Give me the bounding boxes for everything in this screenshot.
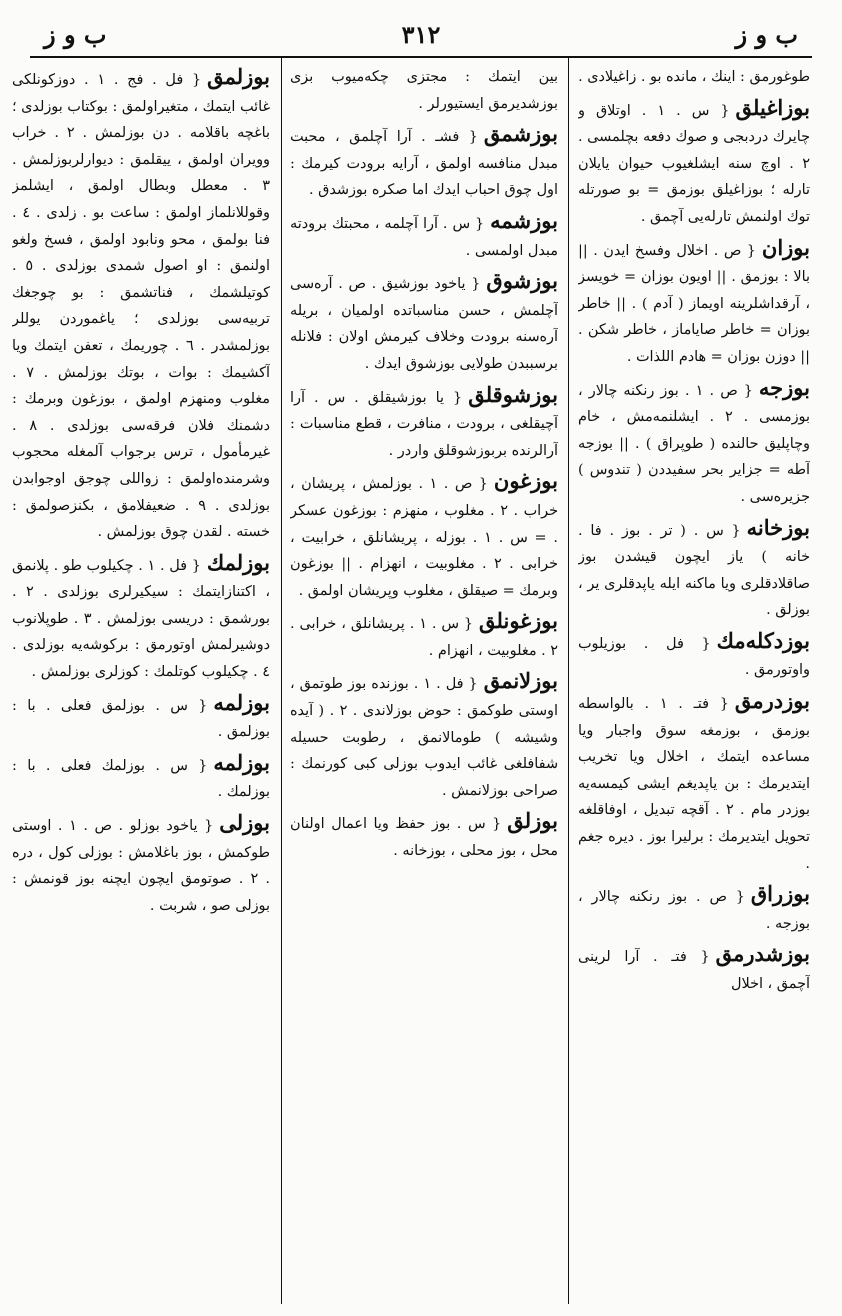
entry-headword: بوزان (761, 234, 810, 260)
entry-headword: بوزشوقلق (468, 381, 558, 407)
entry-definition: { ص . ١ . بوزلمش ، پريشان ، خراب . ٢ . مغلوب ، منهزم : بوزغون عسكر . = س . ١ . بوزله ، پريشانلق ، خرابيت ، خرابى . ٢ . مغلوبيت ، انهزام . || بوزغون وبرمك = صيقلق ، مغلوب وپريشان اولمق . (290, 476, 558, 599)
entry-headword: بوزشمه (490, 207, 558, 233)
dictionary-entry (12, 550, 270, 686)
entry-headword: بوزشوق (486, 268, 558, 294)
dictionary-entry (578, 235, 810, 371)
entry-headword: بوزلمه (213, 749, 270, 775)
dictionary-entry (578, 941, 810, 997)
entry-headword: بوزشمق (483, 121, 558, 147)
entry-headword: بوزغونلق (479, 608, 558, 634)
dictionary-entry (290, 808, 558, 864)
entry-definition: { ياخود بوزشيق . ص . آرەسى آچلمش ، حسن مناسباتده اولميان ، بريله آرەسنه برودت وخلاف كيرمش اولان : فلانله برسببدن طولايى بوزشوق ايدك . (290, 276, 558, 372)
entry-definition: { س . ( تر . بوز . فا . خانه ) ياز ايچون قيشدن بوز صاقلادقلرى ويا ماكنه ايله ياپدقلرى ير ، بوزلق . (578, 522, 810, 619)
dictionary-entry (578, 375, 810, 511)
entry-definition: { فل . بوزيلوب واوتورمق . (578, 635, 810, 679)
entry-definition: { ياخود بوزلو . ص . ١ . اوستى طوكمش ، بوز باغلامش : بوزلى كول ، دره . ٢ . صوتومق ايچون ايچنه بوز قونمش : بوزلى صو ، شربت . (12, 818, 270, 914)
dictionary-entry (12, 750, 270, 806)
entry-headword: بوزشدرمق (715, 941, 810, 967)
column-divider (568, 58, 569, 1304)
entry-definition: { س . بوزلمق فعلى . با : بوزلمق . (12, 697, 270, 741)
entry-headword: بوزدرمق (734, 688, 810, 714)
dictionary-entry (12, 690, 270, 746)
entry-definition: { فل . فج . ١ . دوزكونلكى غائب ايتمك ، متغيراولمق : بوكتاب بوزلدى ؛ باغچه باقلامه . دن بوزلمش . ٢ . خراب وويران اولمق ، ييقلمق : ديوارلربوزلمش . ٣ . معطل وبطال اولمق ، ايشلمز وقوللانلماز اولمق : ساعت بو . زلدى . ٤ . فنا بولمق ، محو ونابود اولمق ، فسخ ولغو اولنمق : او اصول شمدى بوزلدى . ٥ . كوتيلشمك ، فناتشمق : بو چوجغك تربيەسى بوزلدى ؛ ياغموردن يوللر بوزلمشدر . ٦ . چوريمك ، تعفن ايتمك ويا آكشيمك : بوات ، بوتك بوزلمش . ٧ . مغلوب ومنهزم اولمق ، بوزغون وبرمك : دشمنك فلان فرقەسى بوزلدى . ٨ . غيرمأمول ، ترس برجواب آلمغله محجوب وشرمندەاولمق : زواللى چوجق اوجوابدن بوزلدى . ٩ . ضعيفلامق ، بكنزصولمق : خسته . لقدن چوق بوزلمش . (12, 72, 270, 541)
entry-headword: بوزلانمق (483, 668, 558, 694)
entry-headword: بوزراق (750, 881, 810, 907)
entry-definition: { س . بوزلمك فعلى . با : بوزلمك . (12, 757, 270, 801)
running-head-right: ب و ز (735, 20, 798, 49)
entry-headword: بوزلمك (206, 549, 270, 575)
dictionary-entry (290, 64, 558, 117)
entry-definition: { ص . بوز رنكنه چالار ، بوزجه . (578, 889, 810, 932)
entry-definition: { س . آرا آچلمه ، محبتك برودته مبدل اولمسى . (290, 215, 558, 259)
entry-headword: بوزلق (507, 808, 558, 834)
entry-headword: بوزاغيلق (735, 94, 810, 120)
dictionary-entry (578, 64, 810, 91)
column-middle (290, 64, 558, 1296)
entry-definition: طوغورمق : اينك ، مانده بو . زاغيلادى . (578, 69, 810, 85)
entry-definition: { يا بوزشيقلق . س . آرا آچيقلغى ، برودت ، منافرت ، قطع مناسبات : آرالرنده بربوزشوقلق واردر . (290, 389, 558, 459)
entry-headword: بوزخانه (746, 514, 810, 540)
dictionary-entry (290, 668, 558, 804)
dictionary-entry (578, 515, 810, 624)
entry-definition: { س . بوز حفظ ويا اعمال اولنان محل ، بوز محلى ، بوزخانه . (290, 816, 558, 860)
dictionary-entry (290, 608, 558, 664)
entry-definition: { فل . ١ . بوزنده بوز طوتمق ، اوستى طوكمق : حوض بوزلاندى . ٢ . ( آيده وشيشه ) طومالانمق ، رطوبت حسيله شفافلغى غائب ايدوب بوزلى كبى كورنمك : صراحى بوزلانمش . (290, 676, 558, 799)
dictionary-entry (290, 121, 558, 204)
dictionary-entry (578, 881, 810, 937)
dictionary-entry (290, 382, 558, 465)
entry-definition: { ص . اخلال وفسخ ايدن . || بالا : بوزمق . || اويون بوزان = خويسز ، آرقداشلرينه اويماز ( آدم ) . || خاطر بوزان = خاطر صاياماز ، خاطر شكن . || دوزن بوزان = هادم اللذات . (578, 242, 810, 365)
running-head (30, 20, 812, 56)
running-head-left: ب و ز (44, 20, 107, 49)
dictionary-entry (290, 268, 558, 377)
entry-headword: بوزجه (758, 374, 810, 400)
column-left (12, 64, 270, 1296)
entry-definition: بين ايتمك : مجتزى چكەميوب بزى بوزشديرمق ايستيورلر . (290, 69, 558, 112)
dictionary-entry (578, 628, 810, 684)
entry-definition: { س . ١ . اوتلاق و چايرك دردبجى و صوك دفعه بچلمسى . ٢ . اوچ سنه ايشلغيوب حيوان يايلان تارله ؛ بوزاغيلق بوزمق = بو صورتله توك اولنمش تارلەيى آچمق . (578, 102, 810, 225)
entry-definition: { فل . ١ . چكيلوب طو . پلانمق ، اكتنازايتمك : سيكيرلرى بوزلدى . ٢ . بورشمق : دريسى بوزلمش . ٣ . طوپلانوب دوشيرلمش اوتورمق : بركوشەيه بوزلدى . ٤ . چكيلوب كوتلمك : كوزلرى بوزلمش . (12, 557, 270, 681)
dictionary-entry (578, 95, 810, 231)
page-number: ٣١٢ (401, 20, 441, 49)
entry-definition: { فتـ . آرا لرينى آچمق ، اخلال (578, 949, 810, 992)
dictionary-entry (12, 64, 270, 546)
entry-headword: بوزلمه (213, 689, 270, 715)
entry-definition: { ص . ١ . بوز رنكنه چالار ، بوزمسى . ٢ . ايشلنمەمش ، خام وچاپليق حالنده ( طوپراق ) . || بوزجه آطه = جزاير بحر سفيددن ( تندوس ) جزيرەسى . (578, 382, 810, 505)
dictionary-entry (12, 810, 270, 919)
dictionary-entry (578, 688, 810, 877)
entry-definition: { فتـ . ١ . بالواسطه بوزمق ، بوزمغه سوق واجبار ويا مساعده ايتمك ، اخلال ويا تخريب ايتديرمك : بن ياپديغم ايشى كيمسەيه بوزدر مام . ٢ . آقچه تبديل ، اوفاقلغه تحويل ايتديرمك : برليرا بوز . ديره جغم . (578, 696, 810, 872)
dictionary-entry (290, 468, 558, 604)
dictionary-entry (290, 208, 558, 264)
column-divider (281, 58, 282, 1304)
header-rule (30, 56, 812, 58)
entry-headword: بوزلمق (207, 64, 270, 89)
entry-headword: بوزلى (219, 810, 270, 836)
column-right (578, 64, 810, 1296)
entry-headword: بوزغون (493, 468, 558, 494)
entry-definition: { فشـ . آرا آچلمق ، محبت مبدل منافسه اولمق ، آرايه برودت كيرمك : اول چوق احباب ايدك اما صكره بوزشدق . (290, 129, 558, 199)
entry-headword: بوزدكلەمك (716, 627, 810, 653)
entry-definition: { س . ١ . پريشانلق ، خرابى . ٢ . مغلوبيت ، انهزام . (290, 616, 558, 659)
